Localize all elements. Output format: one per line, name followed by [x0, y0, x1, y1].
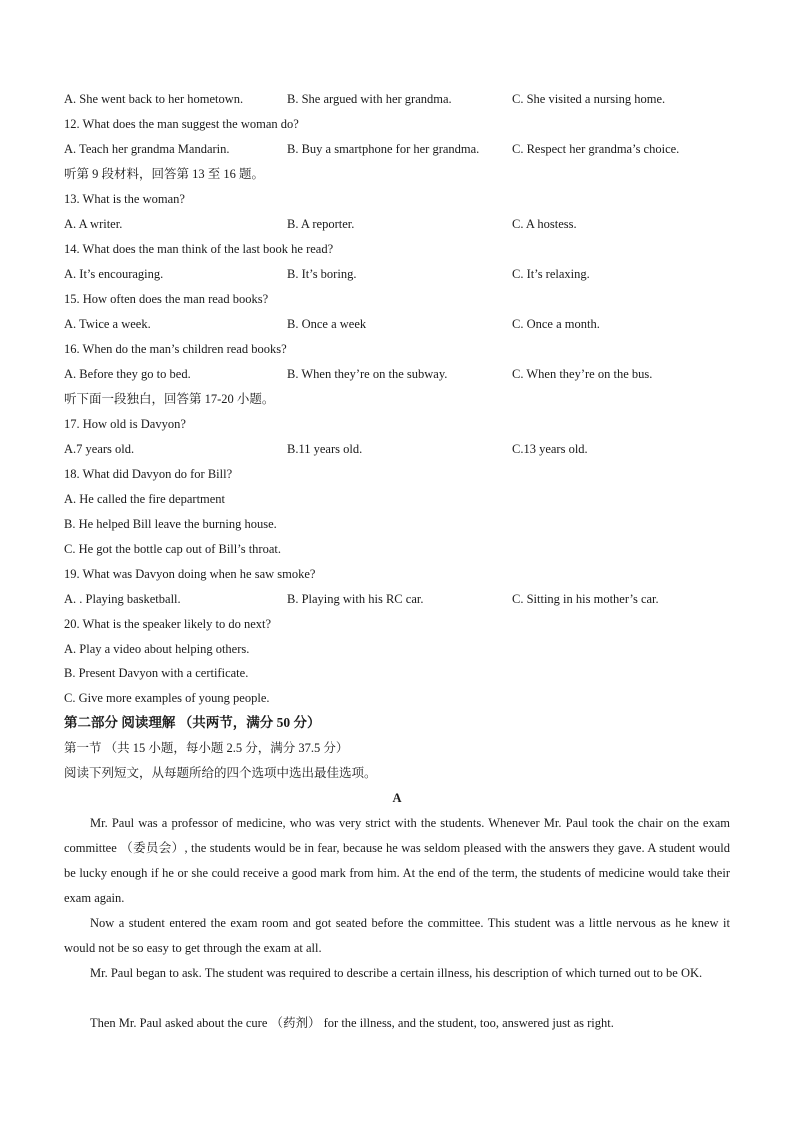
option-b: B. A reporter. [287, 217, 355, 231]
option-c: C.13 years old. [512, 442, 588, 456]
section-1-heading: 第一节 （共 15 小题，每小题 2.5 分，满分 37.5 分） [64, 741, 349, 755]
option-c: C. Respect her grandma’s choice. [512, 142, 680, 156]
q18-option-b: B. He helped Bill leave the burning house. [64, 517, 277, 531]
option-b: B. Playing with his RC car. [287, 592, 424, 606]
option-b: B.11 years old. [287, 442, 363, 456]
section-10-instruction: 听下面一段独白，回答第 17-20 小题。 [64, 392, 275, 406]
passage-paragraph-4: Then Mr. Paul asked about the cure （药剂） for the illness, and the student, too, answered just as right. [90, 1016, 614, 1030]
option-b: B. Buy a smartphone for her grandma. [287, 142, 480, 156]
q17-options [64, 441, 744, 457]
option-b: B. She argued with her grandma. [287, 92, 452, 106]
q20-option-b: B. Present Davyon with a certificate. [64, 666, 249, 680]
question-19: 19. What was Davyon doing when he saw smoke? [64, 567, 316, 581]
option-a: A.7 years old. [64, 442, 135, 456]
q18-option-a: A. He called the fire department [64, 492, 226, 506]
option-a: A. . Playing basketball. [64, 592, 181, 606]
option-c: C. It’s relaxing. [512, 267, 590, 281]
q18-option-c: C. He got the bottle cap out of Bill’s throat. [64, 542, 281, 556]
passage-paragraph-3: Mr. Paul began to ask. The student was required to describe a certain illness, his description of which turned out to be OK. [90, 966, 703, 980]
option-a: A. It’s encouraging. [64, 267, 164, 281]
option-c: C. Once a month. [512, 317, 600, 331]
reading-instruction: 阅读下列短文，从每题所给的四个选项中选出最佳选项。 [64, 766, 377, 780]
option-a: A. Before they go to bed. [64, 367, 191, 381]
question-18: 18. What did Davyon do for Bill? [64, 467, 233, 481]
question-14: 14. What does the man think of the last book he read? [64, 242, 334, 256]
section-9-instruction: 听第 9 段材料，回答第 13 至 16 题。 [64, 167, 265, 181]
part-2-heading: 第二部分 阅读理解 （共两节，满分 50 分） [64, 715, 321, 730]
option-a: A. A writer. [64, 217, 123, 231]
q12-options [64, 141, 744, 157]
question-15: 15. How often does the man read books? [64, 292, 269, 306]
option-c: C. When they’re on the bus. [512, 367, 653, 381]
option-a: A. She went back to her hometown. [64, 92, 244, 106]
q20-option-a: A. Play a video about helping others. [64, 642, 250, 656]
option-b: B. When they’re on the subway. [287, 367, 448, 381]
q13-options [64, 216, 744, 232]
q20-option-c: C. Give more examples of young people. [64, 691, 270, 705]
q11-options [64, 91, 744, 107]
question-12: 12. What does the man suggest the woman do? [64, 117, 299, 131]
q19-options [64, 591, 744, 607]
question-16: 16. When do the man’s children read books? [64, 342, 287, 356]
q14-options [64, 266, 744, 282]
option-a: A. Twice a week. [64, 317, 151, 331]
question-20: 20. What is the speaker likely to do next? [64, 617, 272, 631]
option-b: B. It’s boring. [287, 267, 357, 281]
passage-paragraph-2: Now a student entered the exam room and got seated before the committee. This student was a little nervous as he knew it would not be so easy to get through the exam at all. [64, 916, 730, 955]
option-a: A. Teach her grandma Mandarin. [64, 142, 230, 156]
option-c: C. She visited a nursing home. [512, 92, 666, 106]
option-b: B. Once a week [287, 317, 367, 331]
question-17: 17. How old is Davyon? [64, 417, 186, 431]
q16-options [64, 366, 744, 382]
passage-paragraph-1: Mr. Paul was a professor of medicine, who was very strict with the students. Whenever Mr. Paul took the chair on the exam committee （委员会）, the students would be in fear, because he was seldom pleased with the answers they gave. A student would be lucky enough if he or she could receive a good mark from him. At the end of the term, the students of medicine would take their exam again. [64, 816, 730, 905]
option-c: C. Sitting in his mother’s car. [512, 592, 659, 606]
option-c: C. A hostess. [512, 217, 577, 231]
passage-label: A [392, 791, 402, 805]
question-13: 13. What is the woman? [64, 192, 185, 206]
q15-options [64, 316, 744, 332]
